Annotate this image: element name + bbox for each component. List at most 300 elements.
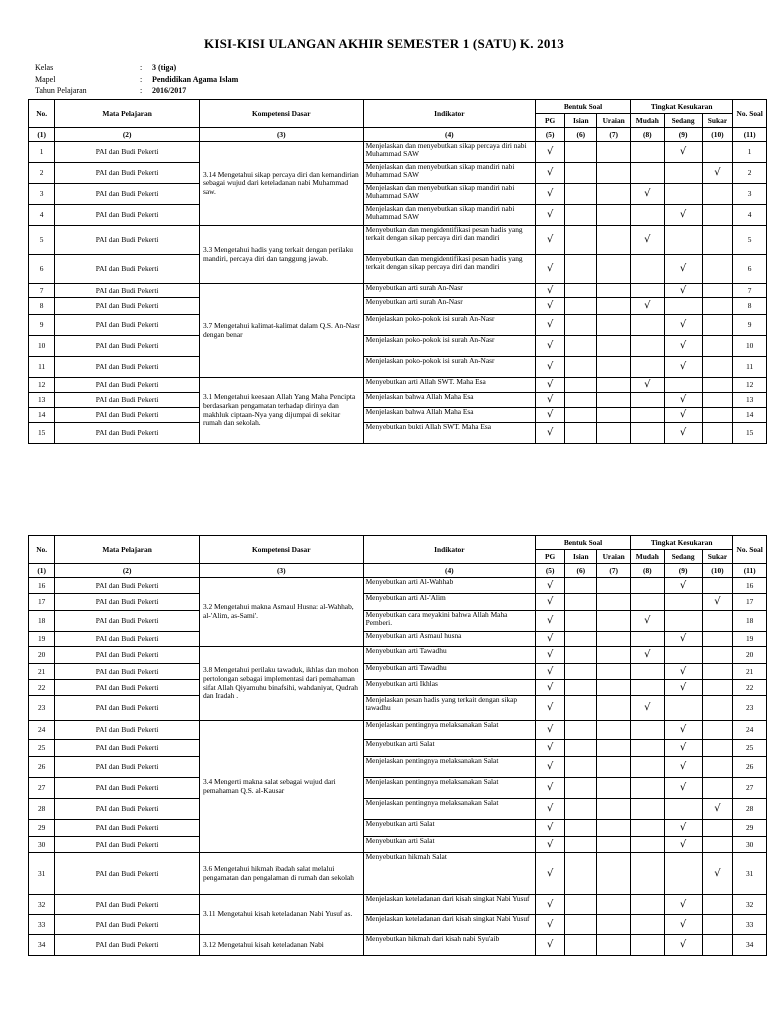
table-row: [29, 226, 767, 255]
indikator-cell: Menyebutkan hikmah Salat: [363, 853, 535, 895]
no-soal-cell: 23: [733, 696, 767, 721]
row-number: 17: [29, 594, 55, 611]
empty-cell: [597, 696, 631, 721]
col-header-indikator: Indikator: [363, 100, 535, 128]
no-soal-cell: 6: [733, 255, 767, 284]
empty-cell: [565, 721, 597, 740]
mata-pelajaran-cell: PAI dan Budi Pekerti: [55, 205, 200, 226]
empty-cell: [565, 647, 597, 664]
check-mark: √: [664, 578, 702, 594]
check-mark: √: [536, 820, 565, 837]
column-number: (6): [565, 564, 597, 578]
empty-cell: [631, 163, 665, 184]
empty-cell: [631, 680, 665, 696]
check-mark: √: [664, 315, 702, 336]
check-mark: √: [664, 393, 702, 408]
table-row: [29, 284, 767, 298]
table-row: [29, 357, 767, 378]
mata-pelajaran-cell: PAI dan Budi Pekerti: [55, 423, 200, 444]
row-number: 7: [29, 284, 55, 298]
mata-pelajaran-cell: PAI dan Budi Pekerti: [55, 142, 200, 163]
empty-cell: [565, 915, 597, 935]
indikator-cell: Menyebutkan arti Al-'Alim: [363, 594, 535, 611]
meta-label: Kelas: [35, 63, 54, 72]
check-mark: √: [664, 408, 702, 423]
table-row: [29, 315, 767, 336]
mata-pelajaran-cell: PAI dan Budi Pekerti: [55, 315, 200, 336]
col-header-sukar: Sukar: [702, 114, 733, 128]
empty-cell: [565, 184, 597, 205]
col-header-sedang: Sedang: [664, 114, 702, 128]
empty-cell: [631, 820, 665, 837]
indikator-cell: Menjelaskan pentingnya melaksanakan Salat: [363, 778, 535, 799]
indikator-cell: Menjelaskan pentingnya melaksanakan Salat: [363, 757, 535, 778]
meta-colon: :: [140, 63, 143, 72]
check-mark: √: [664, 820, 702, 837]
empty-cell: [597, 935, 631, 956]
mata-pelajaran-cell: PAI dan Budi Pekerti: [55, 284, 200, 298]
table-row: [29, 594, 767, 611]
row-number: 4: [29, 205, 55, 226]
indikator-cell: Menyebutkan arti Ikhlas: [363, 680, 535, 696]
row-number: 34: [29, 935, 55, 956]
mata-pelajaran-cell: PAI dan Budi Pekerti: [55, 163, 200, 184]
check-mark: √: [536, 696, 565, 721]
row-number: 2: [29, 163, 55, 184]
check-mark: √: [536, 205, 565, 226]
row-number: 11: [29, 357, 55, 378]
row-number: 27: [29, 778, 55, 799]
empty-cell: [631, 142, 665, 163]
check-mark: √: [536, 594, 565, 611]
no-soal-cell: 20: [733, 647, 767, 664]
row-number: 23: [29, 696, 55, 721]
table-row: [29, 163, 767, 184]
empty-cell: [631, 284, 665, 298]
indikator-cell: Menjelaskan keteladanan dari kisah singkat Nabi Yusuf: [363, 895, 535, 915]
check-mark: √: [536, 915, 565, 935]
meta-value: 3 (tiga): [152, 63, 177, 72]
kompetensi-dasar-cell: 3.8 Mengetahui perilaku tawaduk, ikhlas dan mohon pertolongan sebagai implementasi dari pemahaman sifat Allah Qiyamuhu binafsihi, wahdaniyat, Qudrah dan Iradah .: [199, 647, 363, 721]
table-row: [29, 853, 767, 895]
empty-cell: [565, 594, 597, 611]
mata-pelajaran-cell: PAI dan Budi Pekerti: [55, 255, 200, 284]
check-mark: √: [631, 611, 665, 632]
col-header-no-soal: No. Soal: [733, 100, 767, 128]
check-mark: √: [631, 298, 665, 315]
empty-cell: [565, 680, 597, 696]
row-number: 16: [29, 578, 55, 594]
col-header-uraian: Uraian: [597, 114, 631, 128]
column-number: (2): [55, 128, 200, 142]
empty-cell: [597, 837, 631, 853]
empty-cell: [597, 408, 631, 423]
empty-cell: [631, 408, 665, 423]
check-mark: √: [664, 757, 702, 778]
empty-cell: [565, 408, 597, 423]
no-soal-cell: 19: [733, 632, 767, 647]
table-row: [29, 298, 767, 315]
check-mark: √: [536, 740, 565, 757]
no-soal-cell: 21: [733, 664, 767, 680]
row-number: 8: [29, 298, 55, 315]
check-mark: √: [631, 226, 665, 255]
indikator-cell: Menyebutkan arti surah An-Nasr: [363, 298, 535, 315]
column-number: (7): [597, 564, 631, 578]
empty-cell: [597, 205, 631, 226]
column-number: (4): [363, 128, 535, 142]
kompetensi-dasar-cell: 3.12 Mengetahui kisah keteladanan Nabi: [199, 935, 363, 956]
mata-pelajaran-cell: PAI dan Budi Pekerti: [55, 757, 200, 778]
no-soal-cell: 5: [733, 226, 767, 255]
check-mark: √: [536, 284, 565, 298]
col-header-no: No.: [29, 536, 55, 564]
column-number: (9): [664, 564, 702, 578]
empty-cell: [565, 778, 597, 799]
no-soal-cell: 14: [733, 408, 767, 423]
empty-cell: [702, 393, 733, 408]
empty-cell: [631, 594, 665, 611]
table-row: [29, 393, 767, 408]
meta-row-tahun: [35, 85, 238, 97]
indikator-cell: Menyebutkan arti Al-Wahhab: [363, 578, 535, 594]
empty-cell: [565, 740, 597, 757]
no-soal-cell: 17: [733, 594, 767, 611]
table-row: [29, 423, 767, 444]
empty-cell: [702, 647, 733, 664]
empty-cell: [702, 820, 733, 837]
empty-cell: [702, 255, 733, 284]
column-number: (9): [664, 128, 702, 142]
no-soal-cell: 25: [733, 740, 767, 757]
empty-cell: [597, 647, 631, 664]
mata-pelajaran-cell: PAI dan Budi Pekerti: [55, 647, 200, 664]
empty-cell: [702, 915, 733, 935]
no-soal-cell: 4: [733, 205, 767, 226]
indikator-cell: Menjelaskan bahwa Allah Maha Esa: [363, 393, 535, 408]
empty-cell: [565, 336, 597, 357]
empty-cell: [702, 578, 733, 594]
kompetensi-dasar-cell: 3.2 Mengetahui makna Asmaul Husna: al-Wahhab, al-'Alim, as-Sami'.: [199, 578, 363, 647]
no-soal-cell: 3: [733, 184, 767, 205]
indikator-cell: Menjelaskan dan menyebutkan sikap mandiri nabi Muhammad SAW: [363, 184, 535, 205]
table-row: [29, 336, 767, 357]
empty-cell: [631, 895, 665, 915]
table-row: [29, 696, 767, 721]
indikator-cell: Menyebutkan arti Salat: [363, 837, 535, 853]
mata-pelajaran-cell: PAI dan Budi Pekerti: [55, 336, 200, 357]
mata-pelajaran-cell: PAI dan Budi Pekerti: [55, 226, 200, 255]
column-number: (8): [631, 128, 665, 142]
check-mark: √: [536, 423, 565, 444]
no-soal-cell: 34: [733, 935, 767, 956]
check-mark: √: [664, 142, 702, 163]
mata-pelajaran-cell: PAI dan Budi Pekerti: [55, 594, 200, 611]
indikator-cell: Menjelaskan keteladanan dari kisah singkat Nabi Yusuf: [363, 915, 535, 935]
check-mark: √: [664, 721, 702, 740]
table-row: [29, 721, 767, 740]
empty-cell: [702, 632, 733, 647]
check-mark: √: [664, 740, 702, 757]
empty-cell: [702, 778, 733, 799]
check-mark: √: [664, 837, 702, 853]
meta-value: 2016/2017: [152, 86, 187, 95]
table-row: [29, 184, 767, 205]
empty-cell: [664, 799, 702, 820]
empty-cell: [565, 853, 597, 895]
empty-cell: [631, 578, 665, 594]
header-row: [29, 536, 767, 550]
no-soal-cell: 13: [733, 393, 767, 408]
column-number: (5): [536, 564, 565, 578]
col-header-kd: Kompetensi Dasar: [199, 100, 363, 128]
table-row: [29, 205, 767, 226]
col-header-bentuk-soal: Bentuk Soal: [536, 100, 631, 114]
no-soal-cell: 31: [733, 853, 767, 895]
mata-pelajaran-cell: PAI dan Budi Pekerti: [55, 935, 200, 956]
empty-cell: [565, 696, 597, 721]
table-row: [29, 680, 767, 696]
col-header-sukar: Sukar: [702, 550, 733, 564]
meta-colon: :: [140, 86, 143, 95]
empty-cell: [565, 611, 597, 632]
indikator-cell: Menyebutkan hikmah dari kisah nabi Syu'aib: [363, 935, 535, 956]
mata-pelajaran-cell: PAI dan Budi Pekerti: [55, 378, 200, 393]
check-mark: √: [664, 336, 702, 357]
table-row: [29, 778, 767, 799]
empty-cell: [702, 408, 733, 423]
col-header-mudah: Mudah: [631, 550, 665, 564]
empty-cell: [631, 336, 665, 357]
indikator-cell: Menyebutkan arti surah An-Nasr: [363, 284, 535, 298]
empty-cell: [702, 664, 733, 680]
empty-cell: [702, 284, 733, 298]
empty-cell: [597, 226, 631, 255]
indikator-cell: Menyebutkan dan mengidentifikasi pesan hadis yang terkait dengan sikap percaya diri dan mandiri: [363, 226, 535, 255]
column-number: (4): [363, 564, 535, 578]
empty-cell: [565, 255, 597, 284]
mata-pelajaran-cell: PAI dan Budi Pekerti: [55, 298, 200, 315]
col-header-tingkat-kesukaran: Tingkat Kesukaran: [631, 100, 733, 114]
check-mark: √: [536, 680, 565, 696]
col-header-indikator: Indikator: [363, 536, 535, 564]
table-row: [29, 578, 767, 594]
indikator-cell: Menjelaskan bahwa Allah Maha Esa: [363, 408, 535, 423]
empty-cell: [597, 184, 631, 205]
empty-cell: [597, 820, 631, 837]
table-row: [29, 378, 767, 393]
indikator-cell: Menjelaskan pesan hadis yang terkait dengan sikap tawadhu: [363, 696, 535, 721]
indikator-cell: Menyebutkan cara meyakini bahwa Allah Maha Pemberi.: [363, 611, 535, 632]
indikator-cell: Menjelaskan poko-pokok isi surah An-Nasr: [363, 315, 535, 336]
empty-cell: [597, 163, 631, 184]
check-mark: √: [536, 357, 565, 378]
kompetensi-dasar-cell: 3.4 Mengerti makna salat sebagai wujud dari pemahaman Q.S. al-Kausar: [199, 721, 363, 853]
empty-cell: [664, 594, 702, 611]
empty-cell: [664, 647, 702, 664]
row-number: 32: [29, 895, 55, 915]
empty-cell: [702, 680, 733, 696]
table-row: [29, 757, 767, 778]
check-mark: √: [536, 611, 565, 632]
empty-cell: [702, 142, 733, 163]
check-mark: √: [536, 578, 565, 594]
empty-cell: [565, 632, 597, 647]
mata-pelajaran-cell: PAI dan Budi Pekerti: [55, 408, 200, 423]
table-row: [29, 895, 767, 915]
col-header-sedang: Sedang: [664, 550, 702, 564]
mata-pelajaran-cell: PAI dan Budi Pekerti: [55, 664, 200, 680]
check-mark: √: [631, 696, 665, 721]
empty-cell: [702, 696, 733, 721]
empty-cell: [702, 184, 733, 205]
no-soal-cell: 18: [733, 611, 767, 632]
check-mark: √: [536, 336, 565, 357]
mata-pelajaran-cell: PAI dan Budi Pekerti: [55, 853, 200, 895]
meta-row-mapel: [35, 74, 238, 86]
empty-cell: [702, 837, 733, 853]
empty-cell: [597, 799, 631, 820]
check-mark: √: [536, 721, 565, 740]
row-number: 9: [29, 315, 55, 336]
empty-cell: [597, 378, 631, 393]
empty-cell: [565, 284, 597, 298]
col-header-kd: Kompetensi Dasar: [199, 536, 363, 564]
check-mark: √: [664, 680, 702, 696]
column-number: (2): [55, 564, 200, 578]
empty-cell: [597, 895, 631, 915]
check-mark: √: [536, 632, 565, 647]
table-row: [29, 408, 767, 423]
check-mark: √: [536, 378, 565, 393]
column-number: (11): [733, 128, 767, 142]
empty-cell: [702, 895, 733, 915]
empty-cell: [565, 298, 597, 315]
empty-cell: [702, 315, 733, 336]
check-mark: √: [664, 895, 702, 915]
table-row: [29, 142, 767, 163]
empty-cell: [597, 336, 631, 357]
row-number: 13: [29, 393, 55, 408]
table-row: [29, 799, 767, 820]
empty-cell: [631, 757, 665, 778]
row-number: 12: [29, 378, 55, 393]
check-mark: √: [536, 935, 565, 956]
column-number: (3): [199, 128, 363, 142]
empty-cell: [565, 820, 597, 837]
no-soal-cell: 7: [733, 284, 767, 298]
kompetensi-dasar-cell: 3.6 Mengetahui hikmah ibadah salat melalui pengamatan dan pengalaman di rumah dan sekolah: [199, 853, 363, 895]
column-number: (8): [631, 564, 665, 578]
indikator-cell: Menyebutkan arti Salat: [363, 740, 535, 757]
meta-colon: :: [140, 74, 143, 84]
empty-cell: [664, 611, 702, 632]
row-number: 19: [29, 632, 55, 647]
check-mark: √: [536, 799, 565, 820]
empty-cell: [664, 853, 702, 895]
column-number: (5): [536, 128, 565, 142]
meta-value: Pendidikan Agama Islam: [152, 74, 239, 84]
empty-cell: [702, 721, 733, 740]
empty-cell: [597, 315, 631, 336]
row-number: 30: [29, 837, 55, 853]
empty-cell: [631, 393, 665, 408]
no-soal-cell: 10: [733, 336, 767, 357]
empty-cell: [597, 578, 631, 594]
check-mark: √: [664, 205, 702, 226]
row-number: 10: [29, 336, 55, 357]
col-header-mudah: Mudah: [631, 114, 665, 128]
empty-cell: [664, 226, 702, 255]
empty-cell: [597, 594, 631, 611]
no-soal-cell: 12: [733, 378, 767, 393]
empty-cell: [565, 163, 597, 184]
empty-cell: [565, 895, 597, 915]
no-soal-cell: 30: [733, 837, 767, 853]
column-number: (3): [199, 564, 363, 578]
col-header-pg: PG: [536, 550, 565, 564]
col-header-uraian: Uraian: [597, 550, 631, 564]
empty-cell: [631, 915, 665, 935]
mata-pelajaran-cell: PAI dan Budi Pekerti: [55, 778, 200, 799]
empty-cell: [631, 255, 665, 284]
no-soal-cell: 24: [733, 721, 767, 740]
check-mark: √: [536, 163, 565, 184]
column-number: (1): [29, 128, 55, 142]
empty-cell: [631, 935, 665, 956]
row-number: 26: [29, 757, 55, 778]
column-number: (11): [733, 564, 767, 578]
table-row: [29, 611, 767, 632]
empty-cell: [597, 357, 631, 378]
empty-cell: [664, 696, 702, 721]
check-mark: √: [536, 184, 565, 205]
table-row: [29, 935, 767, 956]
empty-cell: [597, 632, 631, 647]
check-mark: √: [702, 853, 733, 895]
col-header-isian: Isian: [565, 550, 597, 564]
no-soal-cell: 11: [733, 357, 767, 378]
indikator-cell: Menjelaskan dan menyebutkan sikap mandiri nabi Muhammad SAW: [363, 163, 535, 184]
empty-cell: [702, 205, 733, 226]
table-row: [29, 820, 767, 837]
no-soal-cell: 26: [733, 757, 767, 778]
mata-pelajaran-cell: PAI dan Budi Pekerti: [55, 740, 200, 757]
empty-cell: [597, 740, 631, 757]
column-number: (6): [565, 128, 597, 142]
empty-cell: [631, 853, 665, 895]
empty-cell: [565, 757, 597, 778]
empty-cell: [565, 226, 597, 255]
kompetensi-dasar-cell: 3.11 Mengetahui kisah keteladanan Nabi Yusuf as.: [199, 895, 363, 935]
no-soal-cell: 2: [733, 163, 767, 184]
kompetensi-dasar-cell: 3.1 Mengetahui keesaan Allah Yang Maha Pencipta berdasarkan pengamatan terhadap dirinya dan makhluk ciptaan-Nya yang dijumpai di sekitar rumah dan sekolah.: [199, 378, 363, 444]
empty-cell: [565, 423, 597, 444]
column-number-row: [29, 128, 767, 142]
no-soal-cell: 16: [733, 578, 767, 594]
empty-cell: [631, 740, 665, 757]
column-number-row: [29, 564, 767, 578]
kompetensi-dasar-cell: 3.14 Mengetahui sikap percaya diri dan kemandirian sebagai wujud dari keteladanan nabi Muhammad saw.: [199, 142, 363, 226]
check-mark: √: [536, 393, 565, 408]
empty-cell: [597, 142, 631, 163]
row-number: 20: [29, 647, 55, 664]
check-mark: √: [664, 664, 702, 680]
indikator-cell: Menyebutkan arti Asmaul husna: [363, 632, 535, 647]
column-number: (10): [702, 128, 733, 142]
row-number: 21: [29, 664, 55, 680]
check-mark: √: [536, 647, 565, 664]
